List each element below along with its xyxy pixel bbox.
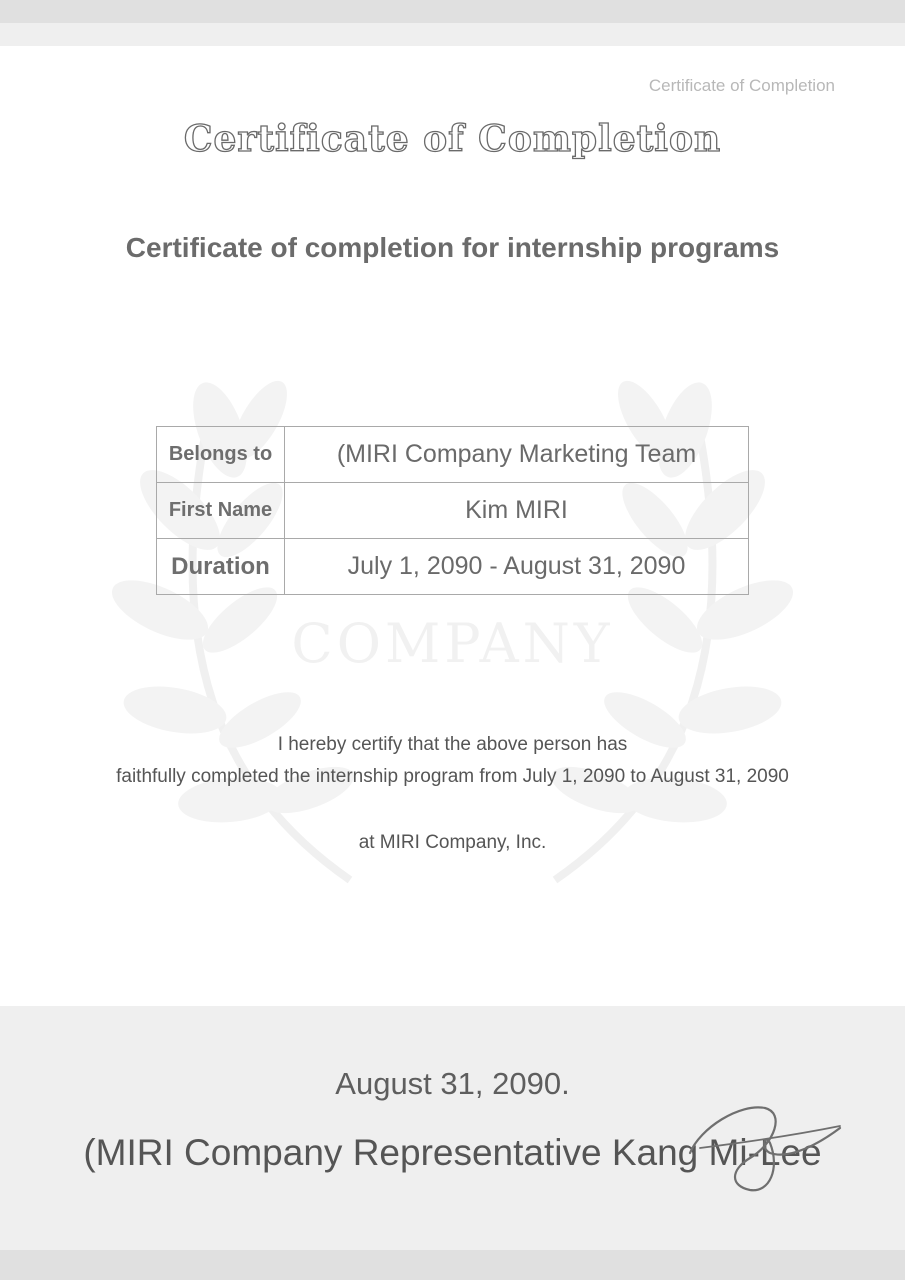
belongs-to-value: (MIRI Company Marketing Team: [285, 427, 749, 483]
first-name-value: Kim MIRI: [285, 483, 749, 539]
first-name-label: First Name: [157, 483, 285, 539]
table-row: [157, 427, 749, 483]
belongs-to-label: Belongs to: [157, 427, 285, 483]
issue-date: August 31, 2090.: [335, 1066, 570, 1101]
top-band: [0, 23, 905, 46]
representative-name: (MIRI Company Representative Kang Mi-Lee: [83, 1132, 822, 1173]
info-table: [156, 426, 749, 595]
signature-image: [670, 1098, 850, 1198]
bottom-margin-strip: [0, 1250, 905, 1280]
certificate-title: Certificate of Completion: [183, 118, 722, 160]
statement-line-2: faithfully completed the internship program from July 1, 2090 to August 31, 2090: [116, 766, 789, 787]
top-margin-strip: [0, 0, 905, 23]
duration-label: Duration: [157, 539, 285, 595]
table-row: [157, 539, 749, 595]
corner-label: Certificate of Completion: [648, 76, 835, 95]
watermark-company-text: COMPANY: [291, 612, 614, 675]
certificate-subtitle: Certificate of completion for internship programs: [125, 232, 780, 263]
statement-line-3: at MIRI Company, Inc.: [358, 832, 547, 853]
duration-value: July 1, 2090 - August 31, 2090: [285, 539, 749, 595]
table-row: [157, 483, 749, 539]
statement-line-1: I hereby certify that the above person has: [277, 734, 628, 755]
